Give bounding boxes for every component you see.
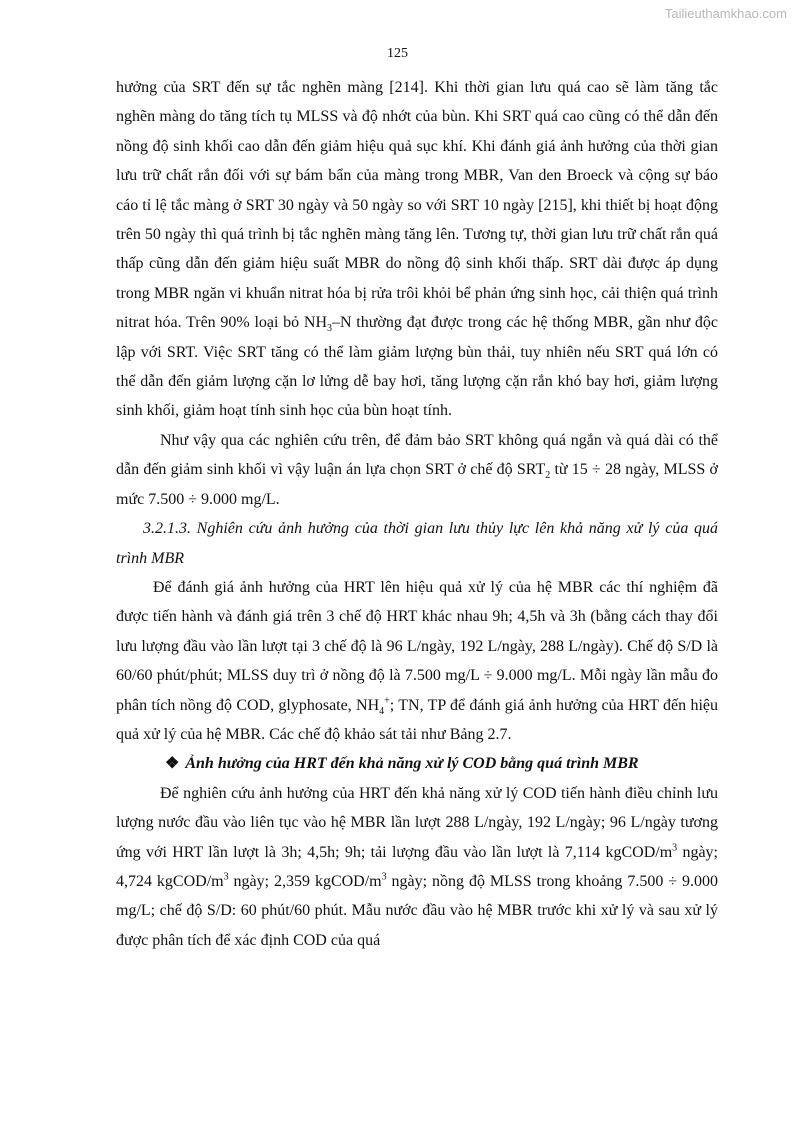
paragraph-text: từ 15 ÷ 28 ngày, MLSS ở mức 7.500 ÷ 9.000 mg/L. (116, 461, 718, 508)
page-content (116, 73, 718, 955)
superscript: + (384, 695, 390, 707)
paragraph-text: hưởng của SRT đến sự tắc nghẽn màng [214]. Khi thời gian lưu quá cao sẽ làm tăng tắc nghẽn màng do tăng tích tụ MLSS và độ nhớt của bùn. Khi SRT quá cao cũng có thể dẫn đến nồng độ sinh khối cao dẫn đến giảm hiệu quả sục khí. Khi đánh giá ảnh hưởng của thời gian lưu trữ chất rắn đối với sự bám bẩn của màng trong MBR, Van den Broeck và cộng sự báo cáo tỉ lệ tắc màng ở SRT 30 ngày và 50 ngày so với SRT 10 ngày [215], khi thiết bị hoạt động trên 50 ngày thì quá trình bị tắc nghẽn màng tăng lên. Tương tự, thời gian lưu trữ chất rắn quá thấp cũng dẫn đến giảm hiệu suất MBR do nồng độ sinh khối thấp. SRT dài được áp dụng trong MBR ngăn vi khuẩn nitrat hóa bị rửa trôi khỏi bể phản ứng sinh học, cải thiện quá trình nitrat hóa. Trên 90% loại bỏ NH (116, 79, 718, 332)
page-number: 125 (387, 46, 408, 61)
paragraph-srt-fouling (116, 73, 718, 426)
subscript: 2 (545, 470, 551, 482)
paragraph-srt-selection (116, 426, 718, 514)
subscript: 4 (379, 705, 385, 717)
superscript: 3 (381, 871, 387, 883)
paragraph-hrt-cod (116, 779, 718, 955)
paragraph-text: ; TN, TP để đánh giá ảnh hưởng của HRT đến hiệu quả xử lý của hệ MBR. Các chế độ khảo sát tải như Bảng 2.7. (116, 696, 718, 743)
subheading-text: Ảnh hưởng của HRT đến khả năng xử lý COD bằng quá trình MBR (185, 755, 639, 773)
paragraph-text: –N thường đạt được trong các hệ thống MBR, gần như độc lập với SRT. Việc SRT tăng có thể làm giảm lượng bùn thải, tuy nhiên nếu SRT quá lớn có thể dẫn đến giảm lượng cặn lơ lửng dễ bay hơi, tăng lượng cặn rắn khó bay hơi, giảm lượng sinh khối, giảm hoạt tính sinh học của bùn hoạt tính. (116, 314, 718, 420)
paragraph-text: Như vậy qua các nghiên cứu trên, để đảm bảo SRT không quá ngắn và quá dài có thể dẫn đến giảm sinh khối vì vậy luận án lựa chọn SRT ở chế độ SRT (116, 431, 718, 479)
superscript: 3 (223, 871, 229, 883)
paragraph-text: ngày; 2,359 kgCOD/m (228, 872, 382, 890)
watermark: Tailieuthamkhao.com (664, 6, 787, 21)
section-heading: 3.2.1.3. Nghiên cứu ảnh hưởng của thời gian lưu thủy lực lên khả năng xử lý của quá trình MBR (116, 520, 718, 567)
paragraph-text: ngày; nồng độ MLSS trong khoảng 7.500 ÷ 9.000 mg/L; chế độ S/D: 60 phút/60 phút. Mẫu nước đầu vào hệ MBR trước khi xử lý và sau xử lý được phân tích để xác định COD của quá (116, 872, 719, 949)
superscript: 3 (672, 842, 678, 854)
paragraph-text: ngày; 4,724 kgCOD/m (116, 843, 719, 890)
subheading (116, 749, 718, 778)
paragraph-text: Để nghiên cứu ảnh hưởng của HRT đến khả năng xử lý COD tiến hành điều chỉnh lưu lượng nước đầu vào liên tục vào hệ MBR lần lượt 288 L/ngày, 192 L/ngày; 96 L/ngày tương ứng với HRT lần lượt là 3h; 4,5h; 9h; tải lượng đầu vào lần lượt là 7,114 kgCOD/m (116, 784, 718, 861)
diamond-bullet-icon: ❖ (165, 755, 180, 773)
paragraph-hrt-experiment (116, 573, 718, 749)
paragraph-text: Để đánh giá ảnh hưởng của HRT lên hiệu quả xử lý của hệ MBR các thí nghiệm đã được tiến hành và đánh giá trên 3 chế độ HRT khác nhau 9h; 4,5h và 3h (bằng cách thay đổi lưu lượng đầu vào lần lượt tại 3 chế độ là 96 L/ngày, 192 L/ngày, 288 L/ngày). Chế độ S/D là 60/60 phút/phút; MLSS duy trì ở nồng độ là 7.500 mg/L ÷ 9.000 mg/L. Mỗi ngày lần mẫu đo phân tích nồng độ COD, glyphosate, NH (116, 578, 718, 714)
subscript: 3 (327, 323, 333, 335)
